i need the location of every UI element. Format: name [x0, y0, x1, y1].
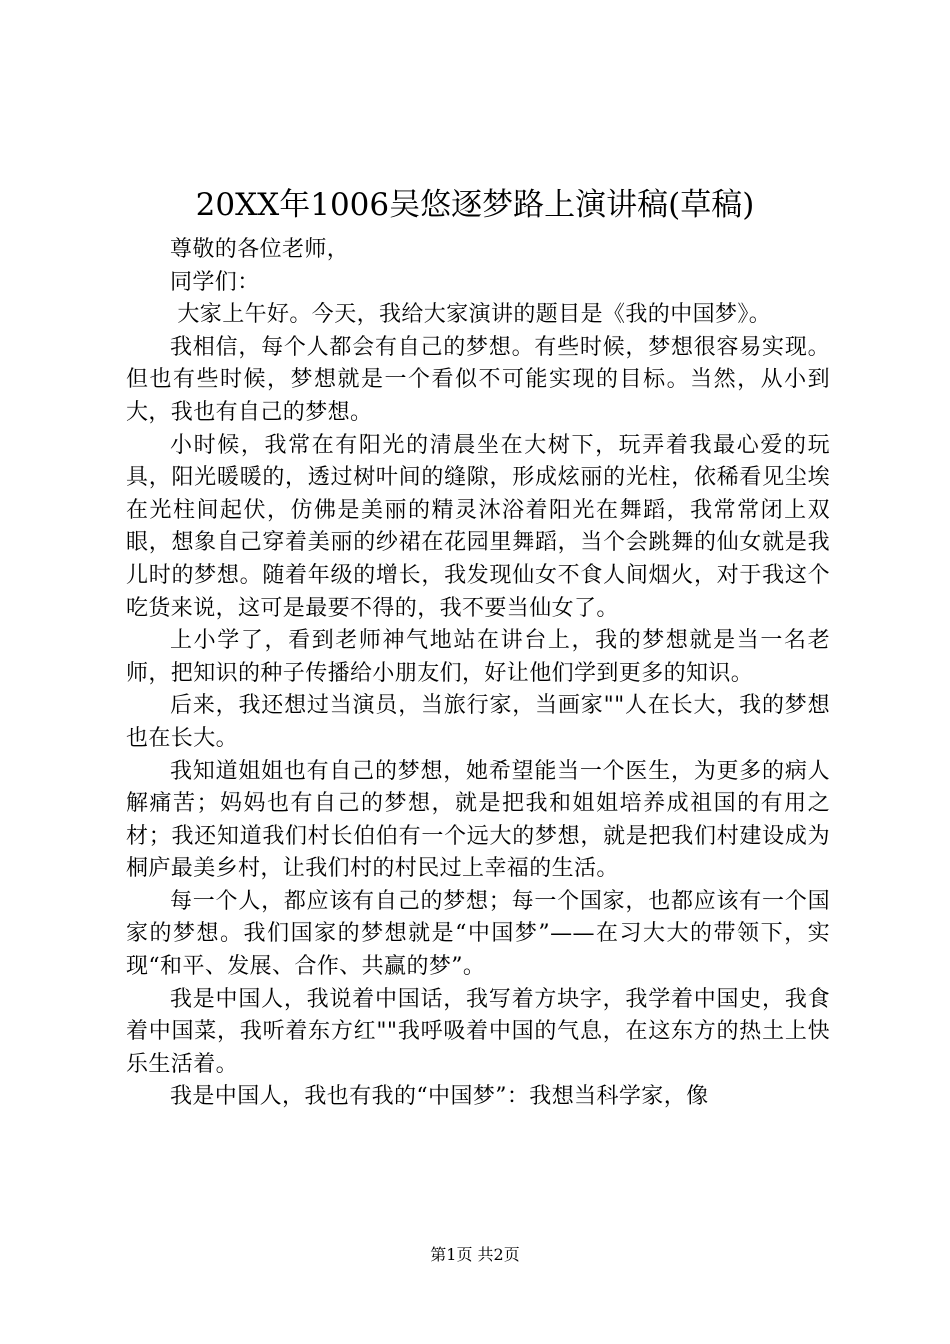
paragraph: 我知道姐姐也有自己的梦想，她希望能当一个医生，为更多的病人解痛苦；妈妈也有自己的梦想，就是把我和姐姐培养成祖国的有用之材；我还知道我们村长伯伯有一个远大的梦想，就是把我们村建设成为桐庐最美乡村，让我们村的村民过上幸福的生活。 — [126, 758, 830, 882]
paragraph: 后来，我还想过当演员，当旅行家，当画家""人在长大，我的梦想也在长大。 — [126, 693, 830, 751]
paragraph: 我是中国人，我也有我的“中国梦”：我想当科学家，像 — [170, 1084, 709, 1110]
paragraph: 上小学了，看到老师神气地站在讲台上，我的梦想就是当一名老师，把知识的种子传播给小朋友们，好让他们学到更多的知识。 — [126, 628, 830, 686]
document-body — [126, 234, 830, 1114]
paragraph-salutation: 尊敬的各位老师， — [170, 237, 350, 262]
paragraph: 每一个人，都应该有自己的梦想；每一个国家，也都应该有一个国家的梦想。我们国家的梦想就是“中国梦”——在习大大的带领下，实现“和平、发展、合作、共赢的梦”。 — [126, 888, 830, 980]
page-number-footer: 第1页 共2页 — [430, 1245, 520, 1264]
paragraph: 我是中国人，我说着中国话，我写着方块字，我学着中国史，我食着中国菜，我听着东方红""我呼吸着中国的气息，在这东方的热土上快乐生活着。 — [126, 986, 830, 1077]
paragraph: 小时候，我常在有阳光的清晨坐在大树下，玩弄着我最心爱的玩具，阳光暖暖的，透过树叶间的缝隙，形成炫丽的光柱，依稀看见尘埃在光柱间起伏，仿佛是美丽的精灵沐浴着阳光在舞蹈，我常常闭上双眼，想象自己穿着美丽的纱裙在花园里舞蹈，当个会跳舞的仙女就是我儿时的梦想。随着年级的增长，我发现仙女不食人间烟火，对于我这个吃货来说，这可是最要不得的，我不要当仙女了。 — [126, 432, 830, 621]
paragraph: 大家上午好。今天，我给大家演讲的题目是《我的中国梦》。 — [170, 302, 772, 328]
paragraph: 我相信，每个人都会有自己的梦想。有些时候，梦想很容易实现。但也有些时候，梦想就是一个看似不可能实现的目标。当然，从小到大，我也有自己的梦想。 — [126, 334, 830, 425]
document-title: 20XX年1006吴悠逐梦路上演讲稿(草稿) — [195, 187, 755, 223]
paragraph-salutation-2: 同学们： — [170, 269, 260, 295]
